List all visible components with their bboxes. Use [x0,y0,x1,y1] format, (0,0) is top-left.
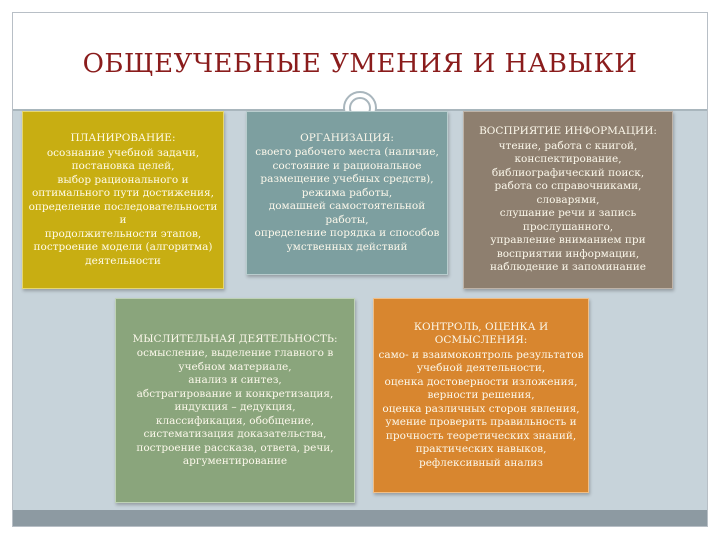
organization-line: определение порядка и способов [254,227,440,240]
organization-box [246,111,448,275]
organization-line: размещение учебных средств), [260,173,434,186]
thinking-line: осмысление, выделение главного в [136,347,334,359]
thinking-line: аргументирование [182,455,288,467]
thinking-line: учебном материале, [178,360,292,373]
control-line: верности решения, [427,389,535,402]
control-heading-line2: ОСМЫСЛЕНИЯ: [434,334,528,347]
control-box [373,298,589,493]
thinking-heading: МЫСЛИТЕЛЬНАЯ ДЕЯТЕЛЬНОСТЬ: [132,332,338,345]
perception-box [463,111,673,289]
perception-line: наблюдение и запоминание [490,261,646,274]
control-line: прочность теоретических знаний, [385,429,577,442]
thinking-line: построение рассказа, ответа, речи, [136,441,334,454]
perception-line: библиографический поиск, [491,166,645,179]
planning-line: оптимального пути достижения, [31,187,215,199]
perception-line: слушание речи и запись [499,207,637,220]
planning-box [22,111,224,289]
thinking-line: абстрагирование и конкретизация, [136,387,334,400]
control-line: само- и взаимоконтроль результатов [378,348,584,361]
organization-line: режима работы, [301,186,393,199]
control-line: практических навыков, [415,443,547,456]
planning-heading: ПЛАНИРОВАНИЕ: [70,132,176,144]
bottom-bar [13,510,707,526]
control-heading: КОНТРОЛЬ, ОЦЕНКА И [413,320,549,333]
perception-line: восприятии информации, [496,247,640,260]
thinking-line: анализ и синтез, [188,374,282,386]
perception-line: работа со справочниками, словарями, [494,180,642,206]
thinking-line: систематизация доказательства, [143,428,327,440]
control-line: оценка достоверности изложения, [384,375,578,388]
thinking-box [115,298,355,503]
thinking-line: индукция – дедукция, [174,401,296,413]
perception-line: конспектирование, [514,153,622,166]
organization-heading: ОРГАНИЗАЦИЯ: [300,131,394,144]
perception-heading: ВОСПРИЯТИЕ ИНФОРМАЦИИ: [479,125,657,138]
planning-line: продолжительности этапов, [44,227,202,240]
planning-line: осознание учебной задачи, [46,146,200,159]
control-line: умение проверить правильность и [385,416,577,429]
control-line: учебной деятельности, [416,362,546,375]
organization-line: умственных действий [286,240,408,253]
organization-line: своего рабочего места (наличие, [255,146,439,159]
control-line: рефлексивный анализ [419,456,543,469]
control-line: оценка различных сторон явления, [382,402,580,415]
planning-line: выбор рационального и [57,173,189,186]
planning-line: деятельности [85,254,161,267]
slide-title: ОБЩЕУЧЕБНЫЕ УМЕНИЯ И НАВЫКИ [82,49,638,79]
planning-line: постановка целей, [71,160,175,172]
perception-line: управление вниманием при [490,234,646,247]
organization-line: состояние и рациональное [272,159,422,172]
thinking-line: классификация, обобщение, [155,414,315,427]
planning-line: построение модели (алгоритма) [33,241,213,253]
planning-line: определение последовательности и [28,200,218,226]
perception-line: прослушанного, [522,220,614,233]
organization-line: домашней самостоятельной работы, [268,200,426,226]
perception-line: чтение, работа с книгой, [498,139,638,152]
